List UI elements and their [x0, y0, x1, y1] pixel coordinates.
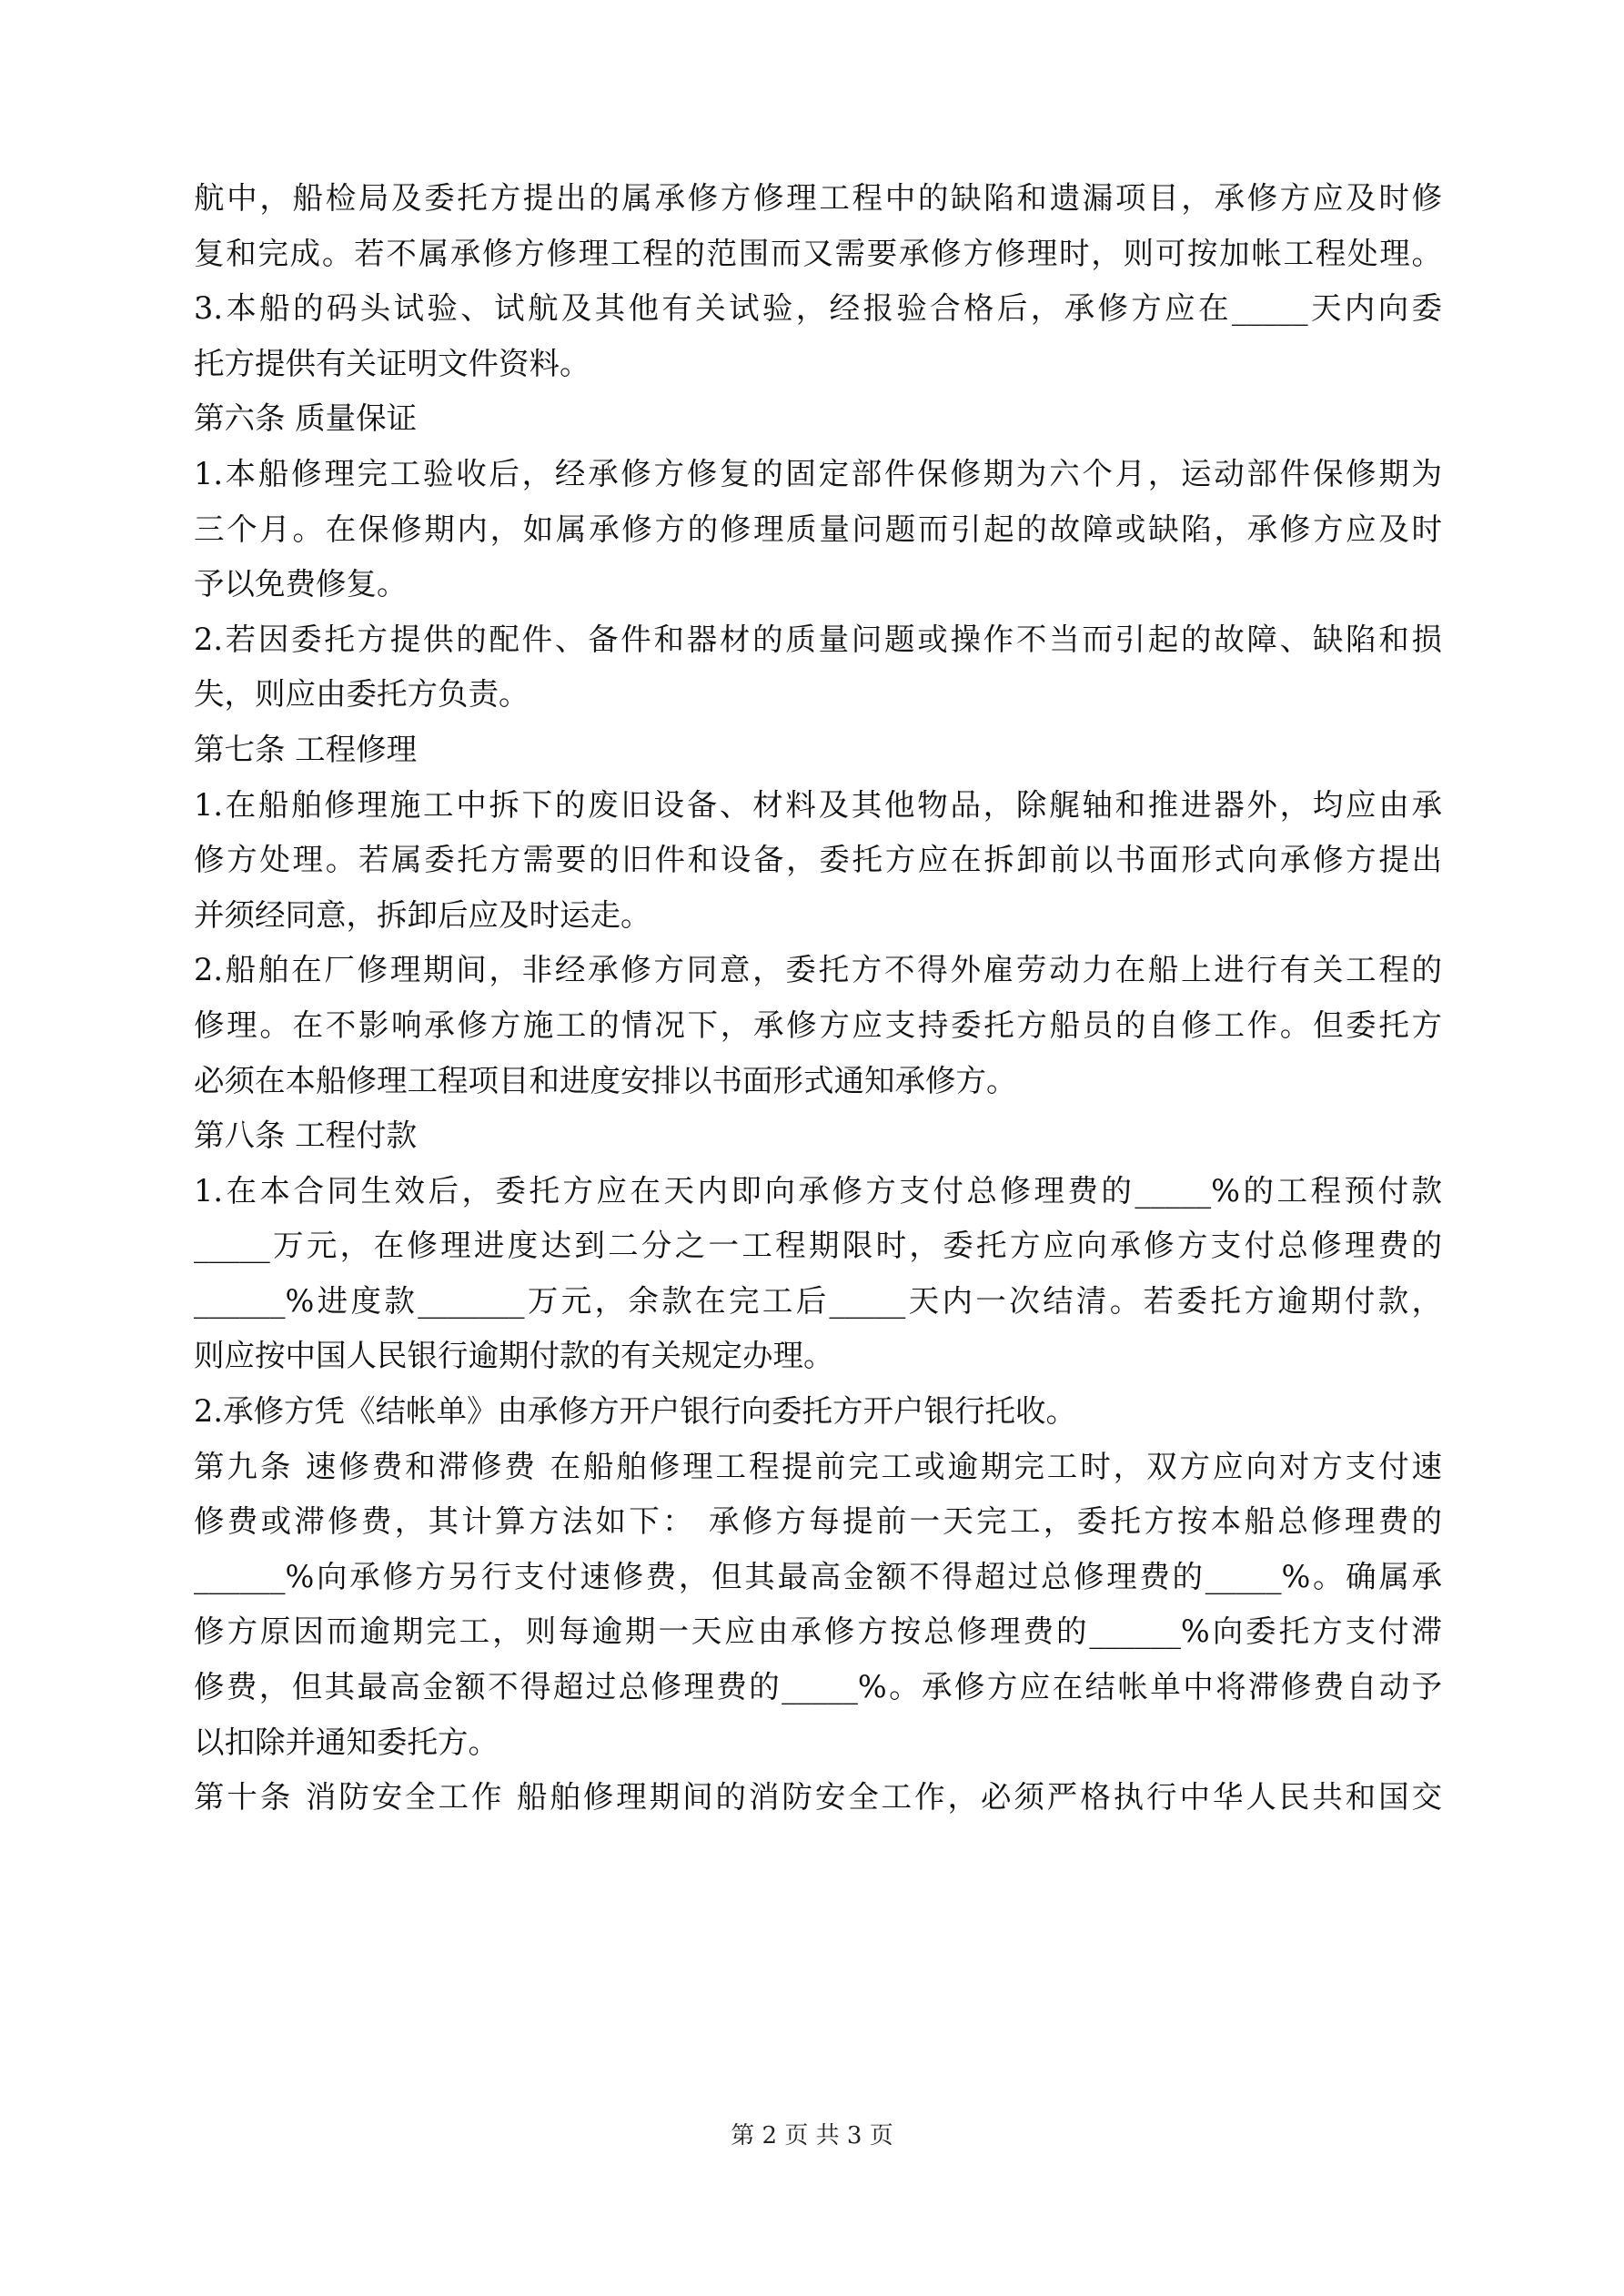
text-line: 托方提供有关证明文件资料。 [194, 345, 590, 381]
text-line: 3.本船的码头试验、试航及其他有关试验，经报验合格后，承修方应在_____天内向委 [194, 290, 1442, 327]
text-line: 第十条 消防安全工作 船舶修理期间的消防安全工作，必须严格执行中华人民共和国交 [194, 1779, 1442, 1816]
text-line: 第七条 工程修理 [194, 731, 418, 767]
text-line: 1.在船舶修理施工中拆下的废旧设备、材料及其他物品，除艉轴和推进器外，均应由承 [194, 786, 1442, 823]
text-line: 修方处理。若属委托方需要的旧件和设备，委托方应在拆卸前以书面形式向承修方提出 [194, 842, 1442, 878]
text-line: 修理。在不影响承修方施工的情况下，承修方应支持委托方船员的自修工作。但委托方 [194, 1006, 1442, 1043]
text-line: 2.船舶在厂修理期间，非经承修方同意，委托方不得外雇劳动力在船上进行有关工程的 [194, 952, 1442, 988]
text-line: 2.承修方凭《结帐单》由承修方开户银行向委托方开户银行托收。 [194, 1393, 1076, 1430]
text-line: 并须经同意，拆卸后应及时运走。 [194, 896, 651, 933]
text-line: _____万元，在修理进度达到二分之一工程期限时，委托方应向承修方支付总修理费的 [194, 1228, 1442, 1264]
page-number-label: 第 2 页 共 3 页 [731, 2122, 893, 2149]
text-line: 2.若因委托方提供的配件、备件和器材的质量问题或操作不当而引起的故障、缺陷和损 [194, 621, 1442, 657]
text-line: 修方原因而逾期完工，则每逾期一天应由承修方按总修理费的______%向委托方支付滞 [194, 1613, 1442, 1650]
text-line: 第九条 速修费和滞修费 在船舶修理工程提前完工或逾期完工时，双方应向对方支付速 [194, 1448, 1442, 1484]
text-line: 予以免费修复。 [194, 566, 408, 602]
text-line: 以扣除并通知委托方。 [194, 1724, 499, 1760]
text-line: 1.在本合同生效后，委托方应在天内即向承修方支付总修理费的_____%的工程预付款 [194, 1172, 1442, 1209]
text-line: 修费，但其最高金额不得超过总修理费的_____%。承修方应在结帐单中将滞修费自动予 [194, 1669, 1442, 1705]
text-line: 必须在本船修理工程项目和进度安排以书面形式通知承修方。 [194, 1062, 1017, 1098]
text-line: ______%进度款_______万元，余款在完工后_____天内一次结清。若委托方逾期付款， [194, 1282, 1442, 1319]
text-line: 失，则应由委托方负责。 [194, 676, 530, 713]
text-line: 复和完成。若不属承修方修理工程的范围而又需要承修方修理时，则可按加帐工程处理。 [194, 235, 1442, 271]
text-line: 修费或滞修费，其计算方法如下： 承修方每提前一天完工，委托方按本船总修理费的 [194, 1503, 1442, 1540]
page-footer [0, 2120, 1624, 2151]
text-line: ______%向承修方另行支付速修费，但其最高金额不得超过总修理费的_____%。确属承 [194, 1558, 1442, 1594]
text-line: 航中，船检局及委托方提出的属承修方修理工程中的缺陷和遗漏项目，承修方应及时修 [194, 180, 1442, 216]
document-body [194, 171, 1442, 1826]
text-line: 三个月。在保修期内，如属承修方的修理质量问题而引起的故障或缺陷，承修方应及时 [194, 511, 1442, 547]
text-line: 1.本船修理完工验收后，经承修方修复的固定部件保修期为六个月，运动部件保修期为 [194, 455, 1442, 491]
text-line: 则应按中国人民银行逾期付款的有关规定办理。 [194, 1338, 834, 1374]
text-line: 第六条 质量保证 [194, 400, 418, 437]
text-line: 第八条 工程付款 [194, 1118, 418, 1154]
